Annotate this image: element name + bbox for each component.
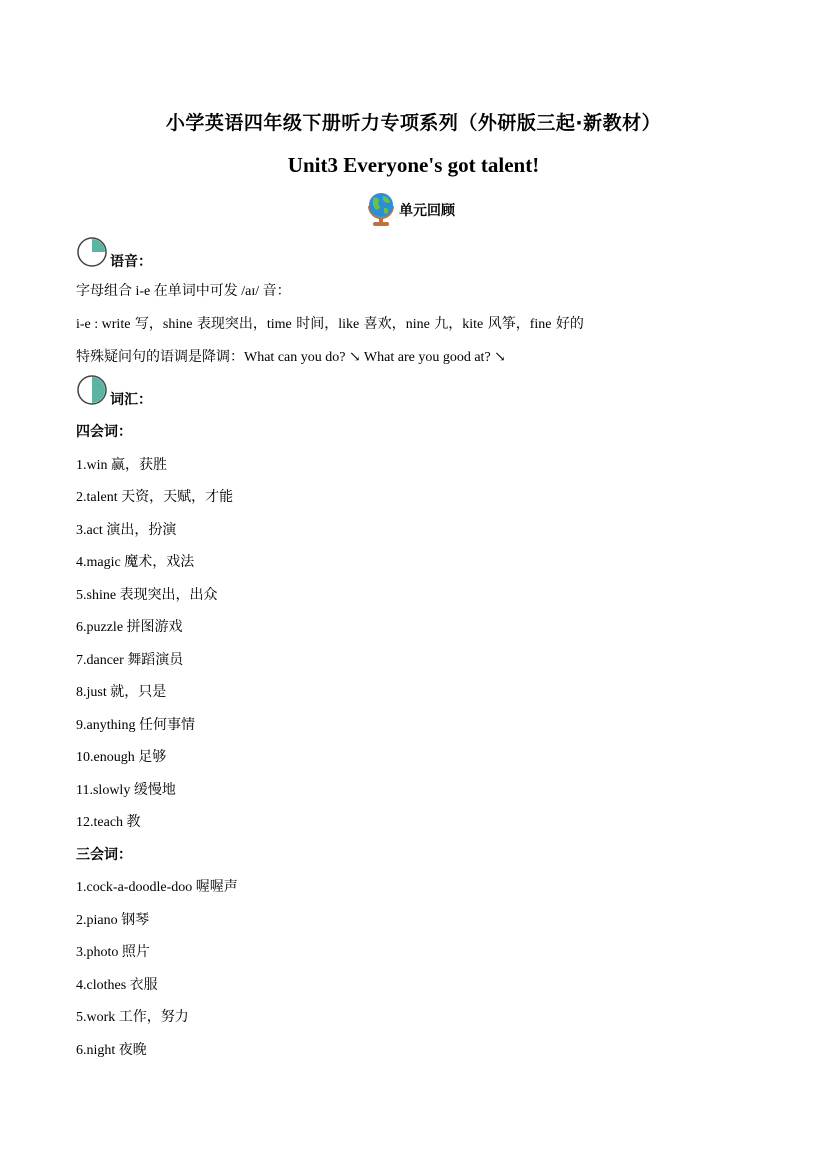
- list-item: 8.just 就，只是: [76, 684, 167, 700]
- three-skill-heading: 三会词：: [76, 847, 132, 863]
- list-item: 3.photo 照片: [76, 944, 150, 960]
- vocab-heading: [76, 374, 152, 406]
- document-title: 小学英语四年级下册听力专项系列（外研版三起·新教材）: [165, 112, 662, 134]
- list-item: 1.cock-a-doodle-doo 喔喔声: [76, 879, 238, 895]
- vocab-heading-label: 词汇：: [110, 392, 152, 408]
- list-item: 7.dancer 舞蹈演员: [76, 652, 184, 668]
- list-item: 2.talent 天资，天赋，才能: [76, 489, 234, 505]
- phonics-heading-label: 语音：: [110, 254, 152, 270]
- list-item: 4.magic 魔术，戏法: [76, 554, 195, 570]
- unit-review-heading: [365, 190, 455, 228]
- list-item: 1.win 赢，获胜: [76, 457, 167, 473]
- list-item: 6.night 夜晚: [76, 1042, 147, 1058]
- list-item: 6.puzzle 拼图游戏: [76, 619, 183, 635]
- list-item: 4.clothes 衣服: [76, 977, 158, 993]
- list-item: 5.work 工作，努力: [76, 1009, 189, 1025]
- list-item: 11.slowly 缓慢地: [76, 782, 176, 798]
- list-item: 3.act 演出，扮演: [76, 522, 177, 538]
- globe-icon: [365, 190, 397, 228]
- phonics-rule: 字母组合 i-e 在单词中可发 /aɪ/ 音：: [76, 283, 291, 299]
- list-item: 5.shine 表现突出，出众: [76, 587, 218, 603]
- half-pie-icon: [76, 374, 108, 406]
- list-item: 9.anything 任何事情: [76, 717, 195, 733]
- quarter-pie-icon: [76, 236, 108, 268]
- phonics-words: i-e : write 写，shine 表现突出，time 时间，like 喜欢，nine 九，kite 风筝，fine 好的: [76, 316, 584, 332]
- intonation-rule: 特殊疑问句的语调是降调：What can you do? ↘ What are you good at? ↘: [76, 349, 506, 365]
- four-skill-heading: 四会词：: [76, 424, 132, 440]
- phonics-heading: [76, 236, 152, 268]
- unit-review-label: 单元回顾: [399, 203, 455, 219]
- list-item: 2.piano 钢琴: [76, 912, 150, 928]
- list-item: 10.enough 足够: [76, 749, 167, 765]
- list-item: 12.teach 教: [76, 814, 141, 830]
- unit-title: Unit3 Everyone's got talent!: [287, 153, 540, 177]
